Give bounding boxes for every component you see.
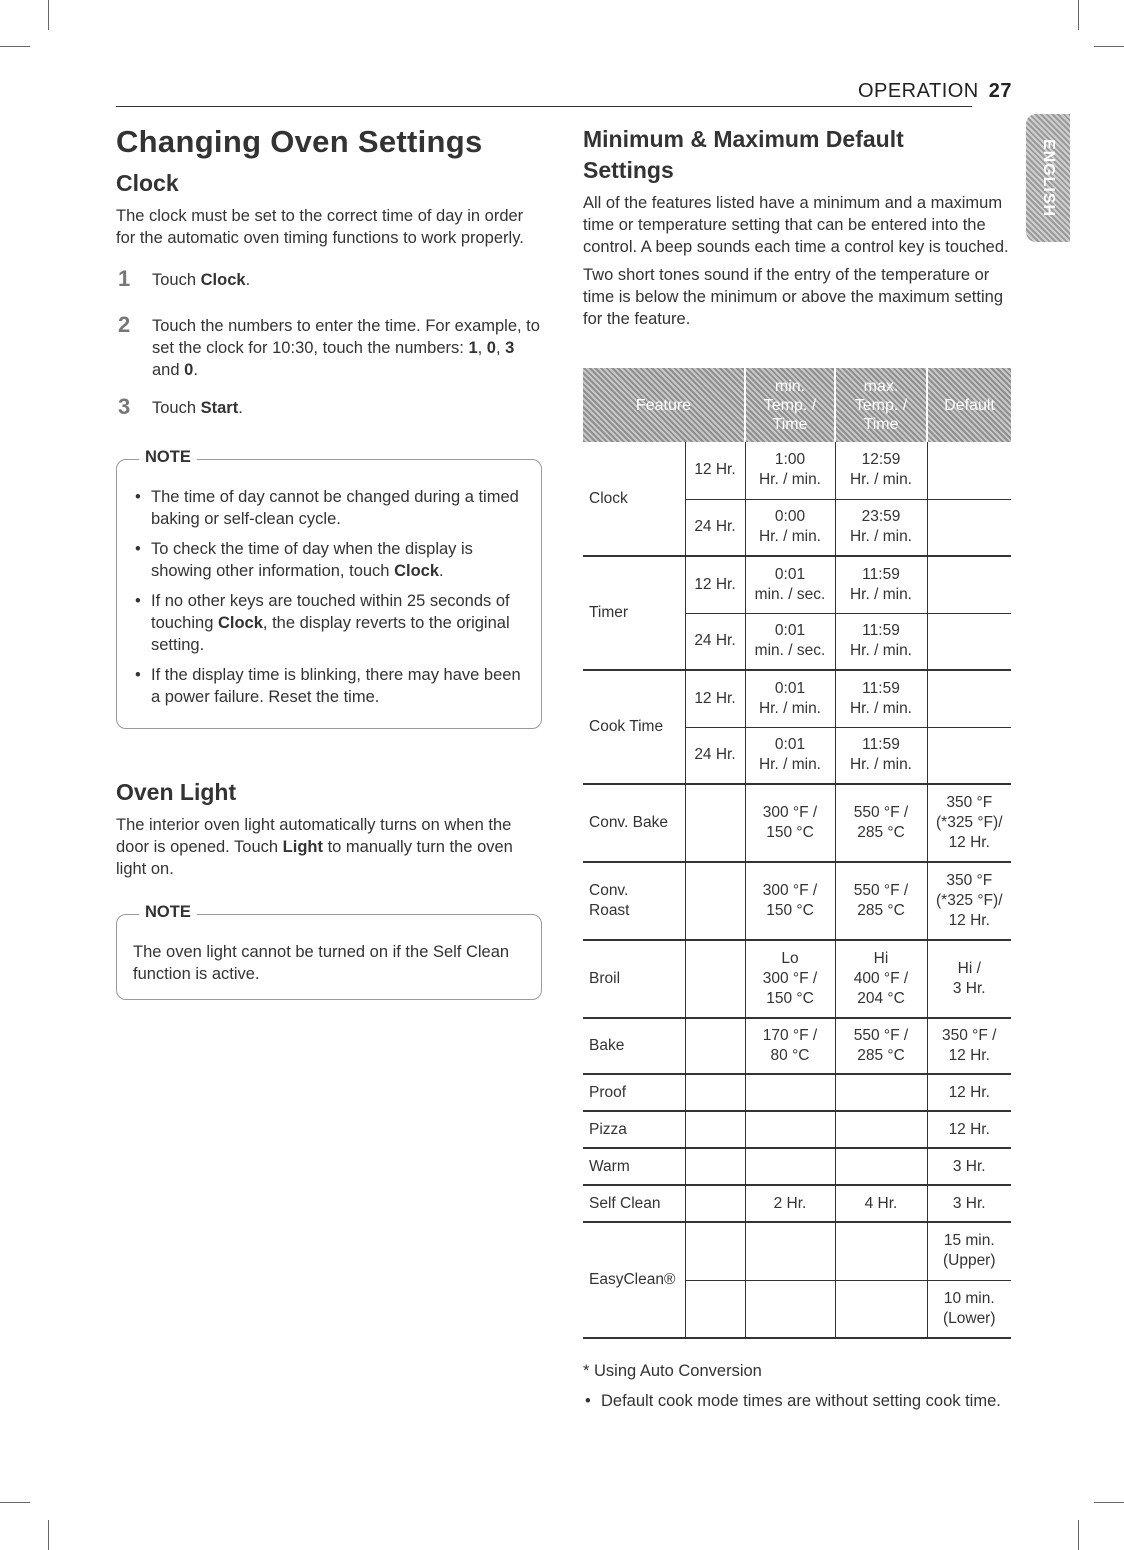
note-text: , the display reverts to the original setting. [151, 614, 510, 654]
step-3 [116, 394, 546, 419]
cell-text: 12 Hr. [948, 1047, 990, 1064]
crop-mark [1078, 0, 1079, 30]
step-keyword: 0 [486, 339, 496, 357]
cell-min [745, 1222, 835, 1280]
step-text: , [477, 339, 487, 357]
cell-mode: 24 Hr. [685, 613, 745, 670]
note-text: The oven light cannot be turned on if the Self Clean function is active. [133, 943, 510, 983]
note-keyword: Clock [217, 614, 263, 632]
cell-text: Hr. / min. [849, 585, 912, 603]
heading-line: Minimum & Maximum Default [583, 126, 904, 152]
cell-text: 150 °C [766, 990, 814, 1007]
cell-text: Hi [873, 950, 889, 967]
crop-mark [48, 1520, 49, 1550]
note-label: NOTE [139, 903, 197, 922]
cell-min [745, 499, 835, 556]
cell-text: min. / sec. [754, 642, 826, 660]
cell-max [835, 442, 927, 499]
note-item [133, 590, 525, 656]
cell-text: 350 °F [946, 794, 993, 811]
cell-text: Hr. / min. [758, 528, 821, 546]
cell-text: min. / sec. [754, 585, 826, 603]
crop-mark [1078, 1520, 1079, 1550]
cell-text: 285 °C [857, 824, 905, 841]
note-text: . [439, 562, 444, 580]
cell-default: 3 Hr. [927, 1185, 1011, 1222]
cell-text: 350 °F [946, 872, 993, 889]
body-text: The interior oven light automatically turns on when the door is opened. Touch [116, 816, 512, 856]
feature-cook-time: Cook Time [583, 670, 685, 784]
cell-default [927, 1222, 1011, 1280]
step-number: 1 [118, 266, 131, 291]
cell-default [927, 940, 1011, 1018]
cell-mode [685, 1111, 745, 1148]
cell-mode: 12 Hr. [685, 556, 745, 613]
cell-text: Lo [781, 950, 799, 967]
header-text: Temp. / [763, 396, 817, 414]
cell-min [745, 670, 835, 727]
cell-max [835, 556, 927, 613]
cell-max: 4 Hr. [835, 1185, 927, 1222]
step-number: 3 [118, 394, 131, 419]
cell-max [835, 670, 927, 727]
header-text: min. [774, 377, 806, 395]
crop-mark [48, 0, 49, 30]
crop-mark [1094, 46, 1124, 47]
cell-min [745, 940, 835, 1018]
table-row-timer-12 [583, 556, 1011, 613]
feature-clock: Clock [583, 442, 685, 556]
step-keyword: 0 [184, 361, 194, 379]
body-text: to manually turn the oven light on. [116, 838, 513, 878]
cell-default [927, 613, 1011, 670]
defaults-para-2: Two short tones sound if the entry of the temperature or time is below the minimum or above the maximum setting for the feature. [583, 266, 1003, 328]
step-text: Touch [152, 399, 201, 417]
cell-text: Hr. / min. [849, 756, 912, 774]
step-keyword: 1 [468, 339, 478, 357]
table-row-self-clean [583, 1185, 1011, 1222]
step-1 [116, 266, 546, 291]
table-row-broil [583, 940, 1011, 1018]
header-text: Temp. / [854, 396, 908, 414]
table-row-cooktime-12 [583, 670, 1011, 727]
cell-text: 285 °C [857, 1047, 905, 1064]
cell-text: 0:01 [774, 736, 806, 754]
step-text: and [152, 361, 185, 379]
footnote: * Using Auto Conversion [583, 1362, 762, 1380]
cell-mode: 12 Hr. [685, 670, 745, 727]
cell-min [745, 1074, 835, 1111]
table-row-easyclean-upper [583, 1222, 1011, 1280]
cell-max [835, 784, 927, 862]
header-default: Default [927, 368, 1011, 442]
table-header-row [583, 368, 1011, 442]
cell-text: 0:00 [774, 508, 806, 526]
cell-text: 0:01 [774, 565, 806, 583]
clock-note [116, 448, 542, 729]
cell-max [835, 940, 927, 1018]
note-keyword: Clock [394, 562, 439, 580]
cell-text: 170 °F / [762, 1027, 818, 1044]
page-header [858, 80, 1012, 103]
page-number: 27 [988, 80, 1012, 102]
cell-mode [685, 862, 745, 940]
cell-text: 1:00 [774, 451, 806, 469]
oven-light-note [116, 903, 542, 1000]
cell-mode [685, 784, 745, 862]
left-column [116, 124, 546, 1000]
cell-default: 12 Hr. [927, 1111, 1011, 1148]
cell-text: 550 °F / [853, 804, 909, 821]
cell-max [835, 613, 927, 670]
note-text: To check the time of day when the display is showing other information, touch [151, 540, 473, 580]
cell-text: 12 Hr. [948, 834, 990, 851]
cell-text: 150 °C [766, 902, 814, 919]
step-text: Touch the numbers to enter the time. For example, to set the clock for 10:30, touch the numbers: [152, 317, 540, 357]
feature-proof: Proof [583, 1074, 685, 1111]
feature-conv-roast [583, 862, 685, 940]
cell-mode: 12 Hr. [685, 442, 745, 499]
cell-text: 204 °C [857, 990, 905, 1007]
step-text: . [238, 399, 243, 417]
feature-easyclean: EasyClean® [583, 1222, 685, 1338]
cell-mode [685, 940, 745, 1018]
language-tab [1026, 114, 1070, 242]
feature-conv-bake: Conv. Bake [583, 784, 685, 862]
cell-max [835, 1111, 927, 1148]
cell-text: Hi / [957, 960, 981, 977]
header-text: max. [863, 377, 899, 395]
cell-text: 550 °F / [853, 1027, 909, 1044]
cell-mode [685, 1018, 745, 1074]
cell-min [745, 1148, 835, 1185]
oven-light-heading: Oven Light [116, 779, 237, 805]
cell-text: Conv. [589, 882, 629, 899]
feature-warm: Warm [583, 1148, 685, 1185]
step-text: , [495, 339, 506, 357]
table-row-warm [583, 1148, 1011, 1185]
cell-mode [685, 1148, 745, 1185]
feature-pizza: Pizza [583, 1111, 685, 1148]
header-text: Time [772, 415, 808, 433]
step-text: . [245, 271, 251, 289]
cell-text: 11:59 [862, 622, 900, 640]
feature-self-clean: Self Clean [583, 1185, 685, 1222]
cell-text: 3 Hr. [952, 980, 986, 997]
cell-text: Roast [589, 902, 630, 919]
header-feature: Feature [583, 368, 745, 442]
step-keyword: Clock [200, 271, 246, 289]
cell-text: 550 °F / [853, 882, 909, 899]
cell-min [745, 613, 835, 670]
cell-max [835, 1222, 927, 1280]
cell-text: 400 °F / [853, 970, 909, 987]
crop-mark [0, 46, 30, 47]
defaults-para-1: All of the features listed have a minimum and a maximum time or temperature setting that can be entered into the control. A beep sounds each time a control key is touched. [583, 194, 1009, 256]
table-row-proof [583, 1074, 1011, 1111]
cell-text: 10 min. [943, 1289, 995, 1307]
cell-mode: 24 Hr. [685, 727, 745, 784]
settings-table [583, 368, 1011, 1339]
step-keyword: Start [200, 399, 239, 417]
cell-mode: 24 Hr. [685, 499, 745, 556]
table-row-conv-bake [583, 784, 1011, 862]
step-2 [116, 312, 546, 381]
cell-max [835, 1018, 927, 1074]
table-footnotes [583, 1360, 1011, 1412]
cell-text: 23:59 [861, 508, 901, 526]
cell-text: 300 °F / [762, 882, 818, 899]
cell-text: 0:01 [774, 622, 806, 640]
cell-min [745, 1018, 835, 1074]
cell-default [927, 784, 1011, 862]
cell-text: Hr. / min. [849, 471, 912, 489]
cell-max [835, 1074, 927, 1111]
note-list [133, 486, 525, 708]
cell-default: 12 Hr. [927, 1074, 1011, 1111]
cell-text: 80 °C [770, 1047, 810, 1064]
cell-text: (Upper) [942, 1252, 996, 1270]
cell-default: 3 Hr. [927, 1148, 1011, 1185]
cell-min [745, 784, 835, 862]
cell-min [745, 556, 835, 613]
clock-intro: The clock must be set to the correct time of day in order for the automatic oven timing functions to work properly. [116, 207, 524, 247]
cell-text: 0:01 [774, 679, 806, 697]
step-number: 2 [118, 312, 131, 337]
cell-min [745, 442, 835, 499]
cell-mode [685, 1222, 745, 1280]
cell-mode [685, 1280, 745, 1338]
cell-text: 300 °F / [762, 804, 818, 821]
step-text: . [193, 361, 198, 379]
cell-default [927, 499, 1011, 556]
cell-default [927, 1280, 1011, 1338]
cell-min [745, 1111, 835, 1148]
cell-text: 11:59 [862, 565, 900, 583]
header-min [745, 368, 835, 442]
cell-text: 12:59 [861, 451, 901, 469]
defaults-heading [583, 124, 1011, 186]
note-label: NOTE [139, 448, 197, 467]
cell-min [745, 727, 835, 784]
feature-bake: Bake [583, 1018, 685, 1074]
cell-text: Hr. / min. [849, 699, 912, 717]
cell-text: Hr. / min. [758, 471, 821, 489]
cell-text: 12 Hr. [948, 912, 990, 929]
cell-default [927, 862, 1011, 940]
table-row-conv-roast [583, 862, 1011, 940]
step-text: Touch [152, 271, 201, 289]
cell-default [927, 556, 1011, 613]
note-item: • If the display time is blinking, there may have been a power failure. Reset the time. [133, 664, 525, 708]
cell-text: 15 min. [943, 1232, 995, 1250]
header-text: Time [863, 415, 899, 433]
cell-text: (*325 °F)/ [936, 814, 1003, 831]
clock-heading: Clock [116, 170, 179, 196]
cell-max [835, 499, 927, 556]
feature-timer: Timer [583, 556, 685, 670]
cell-min [745, 862, 835, 940]
heading-line: Settings [583, 157, 674, 183]
right-column [583, 124, 1011, 330]
cell-text: 285 °C [857, 902, 905, 919]
crop-mark [0, 1502, 30, 1503]
cell-mode [685, 1074, 745, 1111]
table-row-clock-12 [583, 442, 1011, 499]
note-item [133, 538, 525, 582]
cell-default [927, 442, 1011, 499]
cell-text: Hr. / min. [758, 756, 821, 774]
header-rule [116, 106, 972, 107]
cell-text: (*325 °F)/ [936, 892, 1003, 909]
crop-mark [1094, 1502, 1124, 1503]
body-keyword: Light [282, 838, 323, 856]
feature-broil: Broil [583, 940, 685, 1018]
cell-text: Hr. / min. [849, 642, 912, 660]
cell-default [927, 670, 1011, 727]
cell-text: 300 °F / [762, 970, 818, 987]
cell-text: Hr. / min. [758, 699, 821, 717]
cell-default [927, 1018, 1011, 1074]
cell-text: 150 °C [766, 824, 814, 841]
page-title: Changing Oven Settings [116, 124, 483, 159]
table-row-bake [583, 1018, 1011, 1074]
cell-text: 11:59 [862, 736, 900, 754]
cell-max [835, 1148, 927, 1185]
footnote-bullet: • Default cook mode times are without setting cook time. [583, 1390, 1011, 1412]
cell-max [835, 727, 927, 784]
note-text: If no other keys are touched within 25 seconds of touching [151, 592, 510, 632]
cell-min: 2 Hr. [745, 1185, 835, 1222]
step-keyword: 3 [505, 339, 515, 357]
section-name: OPERATION [857, 80, 979, 102]
header-max [835, 368, 927, 442]
cell-text: (Lower) [942, 1309, 996, 1327]
language-label: ENGLISH [1040, 138, 1057, 218]
note-item: • The time of day cannot be changed during a timed baking or self-clean cycle. [133, 486, 525, 530]
table-row-pizza [583, 1111, 1011, 1148]
cell-text: 350 °F / [942, 1027, 997, 1044]
cell-max [835, 1280, 927, 1338]
cell-text: 11:59 [862, 679, 900, 697]
cell-mode [685, 1185, 745, 1222]
cell-min [745, 1280, 835, 1338]
cell-max [835, 862, 927, 940]
oven-light-text [116, 814, 546, 880]
cell-text: Hr. / min. [849, 528, 912, 546]
cell-default [927, 727, 1011, 784]
